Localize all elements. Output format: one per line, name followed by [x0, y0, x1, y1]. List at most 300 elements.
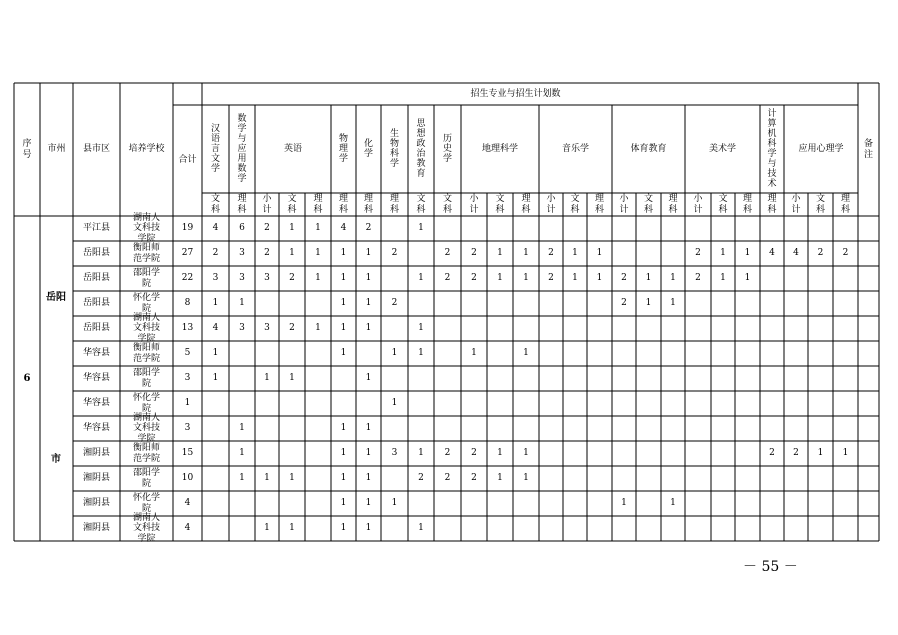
- row-school: 湖南人文科技学院: [132, 512, 160, 544]
- row-value: [784, 266, 808, 291]
- row-value: [735, 466, 760, 491]
- row-value: 1: [497, 473, 503, 484]
- row-value: 1: [418, 273, 424, 284]
- row-value: [408, 366, 434, 391]
- header-total: 合计: [178, 155, 197, 166]
- row-value: 1: [340, 523, 347, 534]
- row-value: 2: [212, 248, 219, 259]
- row-total: 5: [184, 348, 191, 359]
- header-sub: 理 科: [338, 194, 348, 215]
- row-value: [833, 341, 858, 366]
- row-value: 1: [497, 273, 503, 284]
- row-value: [735, 416, 760, 441]
- header-sub: 文 科: [287, 194, 297, 215]
- row-value: 1: [471, 348, 477, 359]
- row-value: 1: [744, 248, 751, 259]
- row-value: [279, 441, 305, 466]
- header-sub: 小 计: [619, 194, 629, 215]
- row-value: 1: [289, 223, 295, 234]
- row-value: [563, 216, 587, 241]
- header-sub: 理 科: [594, 194, 604, 215]
- row-value: [255, 491, 279, 516]
- row-school: 邵阳学院: [132, 268, 160, 289]
- row-county: 湘阴县: [82, 498, 110, 509]
- row-value: [636, 316, 661, 341]
- row-value: [487, 366, 513, 391]
- row-value: 1: [264, 373, 270, 384]
- header-sub: 理 科: [389, 194, 399, 215]
- row-value: 1: [596, 248, 603, 259]
- row-value: [434, 516, 461, 541]
- row-value: 2: [471, 273, 477, 284]
- header-sub: 理 科: [742, 194, 752, 215]
- row-value: [636, 341, 661, 366]
- row-value: [487, 516, 513, 541]
- row-value: [487, 216, 513, 241]
- row-value: [305, 491, 331, 516]
- row-value: [685, 316, 711, 341]
- row-value: 1: [365, 448, 372, 459]
- header-majors-title: 招生专业与招生计划数: [470, 88, 561, 99]
- row-value: [305, 466, 331, 491]
- row-value: [735, 316, 760, 341]
- row-value: 1: [418, 348, 424, 359]
- row-value: [539, 491, 563, 516]
- row-value: [661, 441, 685, 466]
- row-value: [487, 416, 513, 441]
- row-value: [539, 316, 563, 341]
- row-value: [563, 441, 587, 466]
- row-value: [202, 516, 229, 541]
- header-remarks: 备 注: [863, 139, 873, 160]
- row-value: [661, 416, 685, 441]
- row-value: [229, 516, 255, 541]
- row-value: 1: [365, 273, 372, 284]
- row-value: [685, 491, 711, 516]
- row-value: [636, 366, 661, 391]
- row-value: 1: [391, 348, 398, 359]
- row-value: [685, 341, 711, 366]
- row-value: [356, 391, 381, 416]
- row-value: [784, 291, 808, 316]
- row-value: 1: [212, 298, 219, 309]
- row-value: 1: [239, 448, 245, 459]
- row-value: [612, 416, 636, 441]
- row-value: [255, 391, 279, 416]
- row-value: 1: [418, 523, 424, 534]
- row-value: [331, 366, 356, 391]
- row-value: [636, 491, 661, 516]
- header-school: 培养学校: [128, 144, 165, 155]
- row-county: 湘阴县: [82, 473, 110, 484]
- header-sub: 理 科: [840, 194, 850, 215]
- row-county: 岳阳县: [82, 248, 110, 259]
- row-value: 1: [365, 323, 372, 334]
- row-value: 1: [340, 273, 347, 284]
- row-value: [255, 341, 279, 366]
- row-value: [685, 441, 711, 466]
- row-value: 4: [212, 223, 219, 234]
- row-value: 2: [793, 448, 799, 459]
- row-value: [587, 491, 612, 516]
- row-value: [808, 416, 833, 441]
- header-sub: 文 科: [570, 194, 580, 215]
- row-value: [587, 441, 612, 466]
- row-school: 邵阳学院: [132, 468, 160, 489]
- row-value: [381, 416, 408, 441]
- row-value: [563, 416, 587, 441]
- row-value: [381, 216, 408, 241]
- row-value: 1: [239, 298, 245, 309]
- row-value: [563, 316, 587, 341]
- row-value: [661, 516, 685, 541]
- row-value: 2: [264, 248, 270, 259]
- header-sub: 小 计: [693, 194, 703, 215]
- row-value: [461, 316, 487, 341]
- row-value: 1: [720, 248, 726, 259]
- row-county: 平江县: [82, 223, 110, 234]
- row-value: [202, 466, 229, 491]
- row-value: [587, 416, 612, 441]
- row-value: [685, 366, 711, 391]
- row-value: [202, 441, 229, 466]
- row-value: [229, 491, 255, 516]
- header-sub: 文 科: [416, 194, 426, 215]
- row-value: [636, 516, 661, 541]
- row-value: 1: [212, 348, 219, 359]
- header-sub: 理 科: [767, 194, 777, 215]
- row-value: [711, 416, 735, 441]
- row-value: [685, 391, 711, 416]
- header-major: 美术学: [708, 143, 736, 154]
- row-value: 3: [264, 323, 270, 334]
- row-value: 2: [418, 473, 424, 484]
- row-value: 1: [523, 473, 529, 484]
- header-major: 计 算 机 科 学 与 技 术: [767, 108, 777, 190]
- row-value: 2: [817, 248, 824, 259]
- row-value: 1: [645, 298, 652, 309]
- row-value: [434, 391, 461, 416]
- row-value: [711, 341, 735, 366]
- row-value: [563, 391, 587, 416]
- row-value: [539, 441, 563, 466]
- row-value: [808, 341, 833, 366]
- row-school: 怀化学院: [132, 293, 160, 314]
- row-value: [229, 366, 255, 391]
- row-school: 衡阳师范学院: [132, 343, 160, 364]
- row-value: [305, 341, 331, 366]
- row-value: [661, 391, 685, 416]
- row-total: 3: [184, 423, 191, 434]
- row-county: 湘阴县: [82, 523, 110, 534]
- row-value: 2: [548, 248, 554, 259]
- row-total: 13: [181, 323, 194, 334]
- row-school: 怀化学院: [132, 393, 160, 414]
- row-value: [587, 341, 612, 366]
- row-value: [202, 416, 229, 441]
- group-seq: 6: [23, 372, 31, 384]
- row-value: [711, 441, 735, 466]
- row-value: 1: [523, 248, 529, 259]
- row-value: [563, 516, 587, 541]
- row-value: [808, 391, 833, 416]
- row-value: [305, 441, 331, 466]
- row-value: [735, 366, 760, 391]
- row-value: [760, 266, 784, 291]
- header-sub: 理 科: [521, 194, 531, 215]
- row-value: [408, 416, 434, 441]
- row-value: [833, 366, 858, 391]
- row-value: 1: [340, 423, 347, 434]
- row-value: [636, 216, 661, 241]
- row-value: 1: [670, 498, 676, 509]
- row-value: [331, 391, 356, 416]
- row-value: [711, 316, 735, 341]
- row-value: [408, 241, 434, 266]
- row-value: 2: [695, 273, 701, 284]
- row-total: 15: [181, 448, 194, 459]
- row-value: [735, 291, 760, 316]
- row-value: [408, 291, 434, 316]
- row-value: 1: [365, 423, 372, 434]
- row-value: [539, 516, 563, 541]
- row-value: [636, 391, 661, 416]
- header-major: 英语: [283, 143, 302, 154]
- row-value: [711, 491, 735, 516]
- row-value: [612, 216, 636, 241]
- row-value: 2: [471, 248, 477, 259]
- header-sub: 理 科: [668, 194, 678, 215]
- row-total: 19: [181, 223, 194, 234]
- row-value: 2: [769, 448, 775, 459]
- row-value: [202, 391, 229, 416]
- row-county: 岳阳县: [82, 298, 110, 309]
- row-value: [833, 291, 858, 316]
- row-value: 2: [391, 248, 398, 259]
- row-value: 1: [315, 273, 321, 284]
- row-value: 1: [365, 523, 372, 534]
- row-value: [685, 466, 711, 491]
- row-value: [279, 291, 305, 316]
- row-value: 4: [212, 323, 219, 334]
- row-value: [279, 416, 305, 441]
- row-value: [784, 316, 808, 341]
- row-county: 华容县: [82, 398, 110, 409]
- row-value: [784, 416, 808, 441]
- row-value: 1: [523, 448, 529, 459]
- row-value: 2: [548, 273, 554, 284]
- row-value: [735, 341, 760, 366]
- row-value: 1: [497, 248, 503, 259]
- row-value: [513, 416, 539, 441]
- row-value: [587, 516, 612, 541]
- row-value: [636, 466, 661, 491]
- row-school: 衡阳师范学院: [132, 443, 160, 464]
- row-value: 1: [315, 223, 321, 234]
- row-value: 1: [315, 323, 321, 334]
- row-value: 2: [444, 473, 451, 484]
- row-value: [461, 491, 487, 516]
- row-value: [487, 391, 513, 416]
- row-value: 3: [212, 273, 219, 284]
- row-value: 4: [769, 248, 775, 259]
- row-value: [563, 466, 587, 491]
- header-county: 县市区: [82, 144, 110, 155]
- row-value: [833, 391, 858, 416]
- row-total: 3: [184, 373, 191, 384]
- row-value: 1: [418, 223, 424, 234]
- row-value: [587, 291, 612, 316]
- row-county: 岳阳县: [82, 323, 110, 334]
- row-value: [539, 466, 563, 491]
- row-total: 8: [184, 298, 191, 309]
- header-sub: 文 科: [495, 194, 505, 215]
- header-sub: 小 计: [791, 194, 801, 215]
- row-total: 10: [181, 473, 194, 484]
- header-sub: 文 科: [442, 194, 452, 215]
- row-value: [760, 466, 784, 491]
- row-value: 1: [365, 473, 372, 484]
- row-value: [279, 491, 305, 516]
- row-value: [513, 516, 539, 541]
- row-value: [808, 216, 833, 241]
- row-value: [587, 366, 612, 391]
- row-value: 2: [471, 448, 477, 459]
- row-value: 4: [793, 248, 799, 259]
- header-major: 数 学 与 应 用 数 学: [237, 113, 247, 185]
- row-value: [461, 391, 487, 416]
- row-county: 华容县: [82, 423, 110, 434]
- row-value: [255, 291, 279, 316]
- row-value: [539, 341, 563, 366]
- header-sub: 小 计: [262, 194, 272, 215]
- row-value: [735, 516, 760, 541]
- row-value: [461, 366, 487, 391]
- row-value: [587, 466, 612, 491]
- row-value: [381, 316, 408, 341]
- row-value: [760, 316, 784, 341]
- row-value: [434, 416, 461, 441]
- header-major: 音乐学: [561, 143, 589, 154]
- row-value: 1: [239, 473, 245, 484]
- row-value: [833, 466, 858, 491]
- row-value: [685, 516, 711, 541]
- row-value: [661, 366, 685, 391]
- row-value: 1: [365, 373, 372, 384]
- row-value: [513, 216, 539, 241]
- row-value: 1: [340, 473, 347, 484]
- row-value: [833, 266, 858, 291]
- row-value: 2: [842, 248, 849, 259]
- row-value: 1: [340, 323, 347, 334]
- row-value: 1: [289, 523, 295, 534]
- row-value: 1: [289, 373, 295, 384]
- row-value: [685, 416, 711, 441]
- header-major: 生 物 科 学: [389, 128, 399, 170]
- header-sub: 文 科: [210, 194, 220, 215]
- row-value: [685, 216, 711, 241]
- row-value: 1: [340, 348, 347, 359]
- row-value: [381, 366, 408, 391]
- row-value: [305, 516, 331, 541]
- row-value: 3: [239, 323, 245, 334]
- row-value: [735, 441, 760, 466]
- row-value: [279, 341, 305, 366]
- row-value: 1: [340, 298, 347, 309]
- row-value: [381, 466, 408, 491]
- row-value: [202, 491, 229, 516]
- row-value: [612, 466, 636, 491]
- header-major: 体育教育: [630, 143, 667, 154]
- row-value: 1: [720, 273, 726, 284]
- row-value: [487, 316, 513, 341]
- row-value: [661, 341, 685, 366]
- row-value: 2: [444, 273, 451, 284]
- row-value: [305, 416, 331, 441]
- row-value: [636, 441, 661, 466]
- row-value: [711, 291, 735, 316]
- header-major: 化 学: [363, 138, 373, 159]
- row-value: [833, 216, 858, 241]
- row-value: [661, 241, 685, 266]
- row-value: [784, 366, 808, 391]
- row-value: 1: [239, 423, 245, 434]
- row-value: [784, 341, 808, 366]
- row-value: [760, 366, 784, 391]
- row-value: [833, 491, 858, 516]
- row-value: [711, 366, 735, 391]
- row-value: [833, 316, 858, 341]
- row-value: 1: [842, 448, 849, 459]
- row-value: [808, 516, 833, 541]
- header-major: 地理科学: [481, 143, 518, 154]
- row-value: [305, 291, 331, 316]
- row-value: [563, 341, 587, 366]
- header-sub: 小 计: [469, 194, 479, 215]
- row-value: [381, 266, 408, 291]
- row-value: [434, 491, 461, 516]
- row-value: [539, 366, 563, 391]
- row-value: 1: [315, 248, 321, 259]
- row-value: 1: [572, 248, 578, 259]
- row-value: 1: [365, 498, 372, 509]
- row-value: [735, 216, 760, 241]
- header-sub: 文 科: [643, 194, 653, 215]
- row-value: [229, 391, 255, 416]
- group-city: 岳 阳 市: [46, 291, 66, 466]
- header-major: 物 理 学: [338, 133, 348, 165]
- row-value: 2: [471, 473, 477, 484]
- row-total: 22: [181, 273, 194, 284]
- header-seq: 序 号: [22, 139, 32, 160]
- row-value: [461, 416, 487, 441]
- header-major: 汉 语 言 文 学: [210, 123, 220, 175]
- row-value: [612, 341, 636, 366]
- header-major: 历 史 学: [442, 133, 452, 165]
- row-school: 怀化学院: [132, 493, 160, 514]
- row-value: [487, 491, 513, 516]
- row-school: 邵阳学院: [132, 368, 160, 389]
- row-value: [612, 516, 636, 541]
- row-value: 1: [744, 273, 751, 284]
- row-total: 27: [181, 248, 194, 259]
- row-total: 1: [184, 398, 191, 409]
- row-value: 1: [572, 273, 578, 284]
- row-school: 湖南人文科技学院: [132, 312, 160, 344]
- row-value: [760, 416, 784, 441]
- row-value: [434, 366, 461, 391]
- row-value: 1: [596, 273, 603, 284]
